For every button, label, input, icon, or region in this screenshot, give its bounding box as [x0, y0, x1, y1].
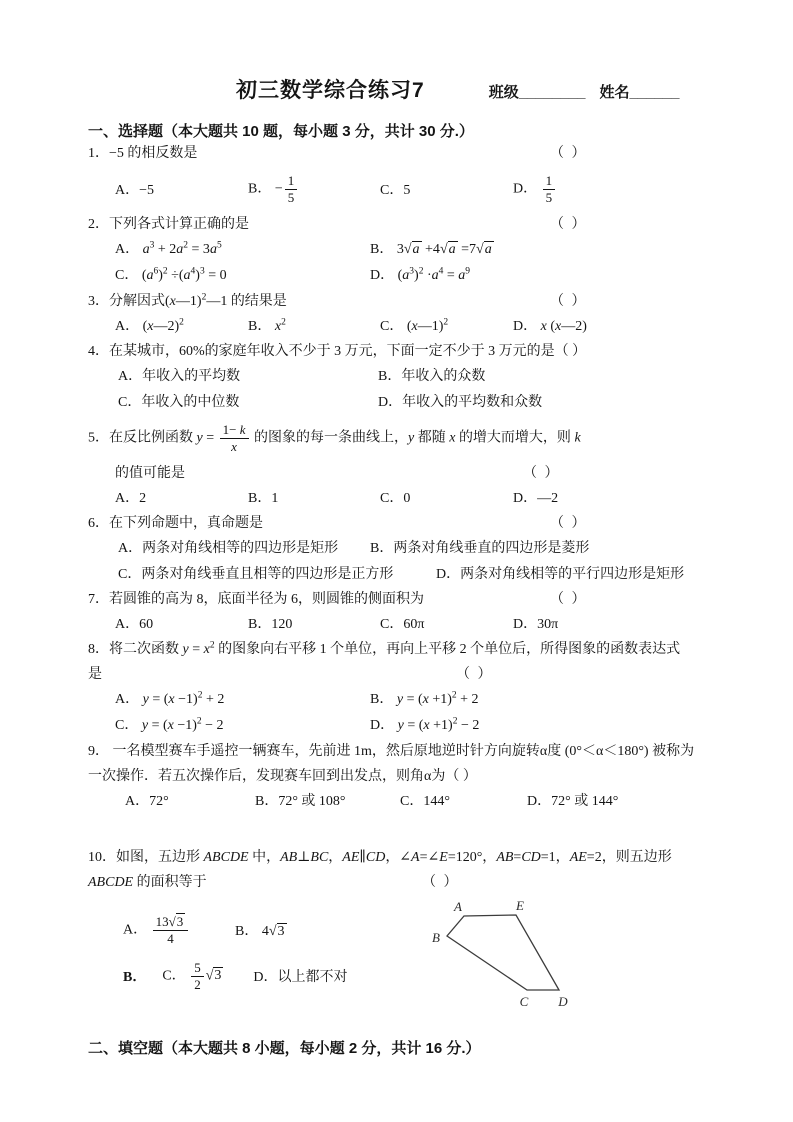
option-d: D．年收入的平均数和众数	[378, 394, 543, 410]
option-c: C．两条对角线垂直且相等的四边形是正方形	[118, 566, 394, 582]
option-b: B．120	[248, 617, 293, 632]
answer-bracket: （ ）	[422, 875, 460, 890]
option-b: B． − $\frac{1}{5}$	[248, 173, 380, 206]
question-1-stem: 1．−5 的相反数是 （ ）	[88, 141, 733, 166]
option-c: C．年收入的中位数	[118, 394, 240, 410]
option-a: A． (x—2)$^2$	[115, 317, 184, 334]
question-10-options-row2	[88, 953, 733, 999]
option-c: C． $(a^6)^2 \div(a^4)^3 = 0$	[115, 266, 227, 283]
question-3-options	[88, 314, 733, 339]
question-7-stem: 7．若圆锥的高为 8，底面半径为 6，则圆锥的侧面积为 （ ）	[88, 587, 733, 612]
page-title: 初三数学综合练习7	[236, 79, 425, 102]
section-one-heading: 一、选择题（本大题共 10 题，每小题 3 分，共计 30 分.）	[88, 123, 474, 140]
option-d: D．72° 或 144°	[527, 794, 619, 809]
question-2-options	[88, 237, 733, 289]
question-6-options-row1	[88, 536, 733, 562]
question-4-stem: 4．在某城市，60%的家庭年收入不少于 3 万元，下面一定不少于 3 万元的是（ ）	[88, 344, 587, 359]
option-a: A．两条对角线相等的四边形是矩形	[118, 541, 339, 556]
question-2	[88, 212, 733, 289]
option-a: A．72°	[125, 794, 169, 809]
question-9-options	[88, 789, 733, 814]
option-b: B．两条对角线垂直的四边形是菱形	[370, 541, 590, 556]
answer-bracket: （ ）	[550, 516, 588, 531]
option-d: D．以上都不对	[253, 970, 348, 985]
pentagon-shape	[447, 915, 559, 990]
answer-bracket: （ ）	[550, 592, 588, 607]
question-3	[88, 289, 733, 339]
question-2-stem: 2．下列各式计算正确的是 （ ）	[88, 212, 733, 237]
question-7-options	[88, 612, 733, 637]
question-10-stem: 10．如图，五边形 ABCDE 中，AB⊥BC，AE∥CD，∠A=∠E=120°，AB=CD=1，AE=2，则五边形	[88, 850, 672, 865]
option-c: C． $\frac{5}{2}$ √3	[162, 959, 222, 992]
class-blank-field: 班级________	[488, 84, 586, 101]
option-d: D．两条对角线相等的平行四边形是矩形	[436, 566, 685, 582]
pentagon-figure	[418, 892, 586, 1014]
question-6-stem: 6．在下列命题中，真命题是 （ ）	[88, 511, 733, 536]
question-9	[88, 739, 733, 814]
option-b: B． 3√a +4√a =7√a	[370, 242, 492, 257]
question-8	[88, 637, 733, 739]
option-b: B． 4√3	[235, 924, 285, 939]
question-10-stem-line2: ABCDE 的面积等于 （ ）	[88, 870, 733, 895]
option-a: A．年收入的平均数	[118, 369, 241, 384]
option-c: C．144°	[400, 794, 450, 809]
option-d: D． $y = (x +1)^2 - 2$	[370, 716, 480, 733]
option-c: C． (x—1)$^2$	[380, 317, 449, 334]
answer-bracket: （ ）	[523, 466, 561, 481]
option-b: B．年收入的众数	[378, 369, 486, 384]
vertex-label-a: A	[454, 899, 462, 914]
name-blank-field: 姓名______	[599, 84, 680, 101]
student-info-fields	[489, 81, 680, 102]
option-d: D．—2	[513, 491, 559, 506]
option-a: A．60	[115, 617, 154, 632]
option-a: A．2	[115, 491, 147, 506]
answer-bracket: （ ）	[456, 667, 494, 682]
question-10	[88, 845, 733, 1009]
question-8-stem-line2: 是 （ ）	[88, 662, 733, 687]
vertex-label-b: B	[432, 930, 440, 945]
question-8-stem: 8．将二次函数 $y = x^2$ 的图象向右平移 1 个单位，再向上平移 2 个单位后，所得图象的函数表达式	[88, 640, 681, 657]
question-9-stem: 9． 一名模型赛车手遥控一辆赛车，先前进 1m，然后原地逆时针方向旋转α度 (0°＜α＜180°) 被称为	[88, 744, 695, 759]
option-c: C．0	[380, 491, 411, 506]
question-9-stem-line2: 一次操作．若五次操作后，发现赛车回到出发点，则角α为（ ）	[88, 769, 477, 784]
question-5-stem-line2: 的值可能是 （ ）	[88, 461, 733, 486]
option-b: B． $x^2$	[248, 317, 286, 334]
option-d: D．30π	[513, 617, 559, 632]
option-b: B．72° 或 108°	[255, 794, 346, 809]
question-1-options	[88, 166, 733, 212]
option-c: C．60π	[380, 617, 425, 632]
question-5-options	[88, 486, 733, 511]
option-a: A．−5	[115, 183, 155, 198]
question-7	[88, 587, 733, 637]
question-6	[88, 511, 733, 587]
paper-header	[88, 74, 733, 104]
question-4-options-row1	[88, 364, 733, 390]
option-c: C．5	[380, 183, 411, 198]
option-b: B．1	[248, 491, 279, 506]
option-d: D． $(a^3)^2 \cdot a^4 = a^9$	[370, 266, 471, 283]
question-6-options-row2	[88, 562, 733, 588]
section-two-heading: 二、填空题（本大题共 8 小题，每小题 2 分，共计 16 分.）	[88, 1040, 481, 1057]
answer-bracket: （ ）	[550, 146, 588, 161]
question-10-options-row1	[88, 907, 733, 953]
question-4	[88, 339, 733, 415]
vertex-label-e: E	[516, 898, 524, 913]
option-c: C． $y = (x -1)^2 - 2$	[115, 716, 224, 733]
option-b: B． $y = (x +1)^2 + 2$	[370, 690, 479, 707]
question-4-options-row2	[88, 390, 733, 416]
option-d: D． x (x—2)	[513, 319, 587, 334]
question-1	[88, 141, 733, 212]
option-a: A． $y = (x -1)^2 + 2$	[115, 690, 225, 707]
answer-bracket: （ ）	[550, 294, 588, 309]
question-8-options	[88, 687, 733, 739]
question-5	[88, 415, 733, 511]
question-5-stem: 5．在反比例函数 y = $\frac{1- k}{x}$ 的图象的每一条曲线上，y 都随 x 的增大而增大，则 k	[88, 421, 581, 454]
option-a: A． $a^3 + 2a^2 = 3a^5$	[115, 240, 222, 257]
answer-bracket: （ ）	[550, 217, 588, 232]
vertex-label-d: D	[558, 994, 568, 1009]
question-3-stem: 3．分解因式(x—1)$^2$—1 的结果是 （ ）	[88, 289, 733, 314]
answer-mark: B．	[123, 970, 147, 985]
option-a: A． $\frac{13√3}{4}$	[123, 914, 235, 947]
option-d: D． $\frac{1}{5}$	[513, 173, 733, 206]
vertex-label-c: C	[519, 994, 529, 1009]
